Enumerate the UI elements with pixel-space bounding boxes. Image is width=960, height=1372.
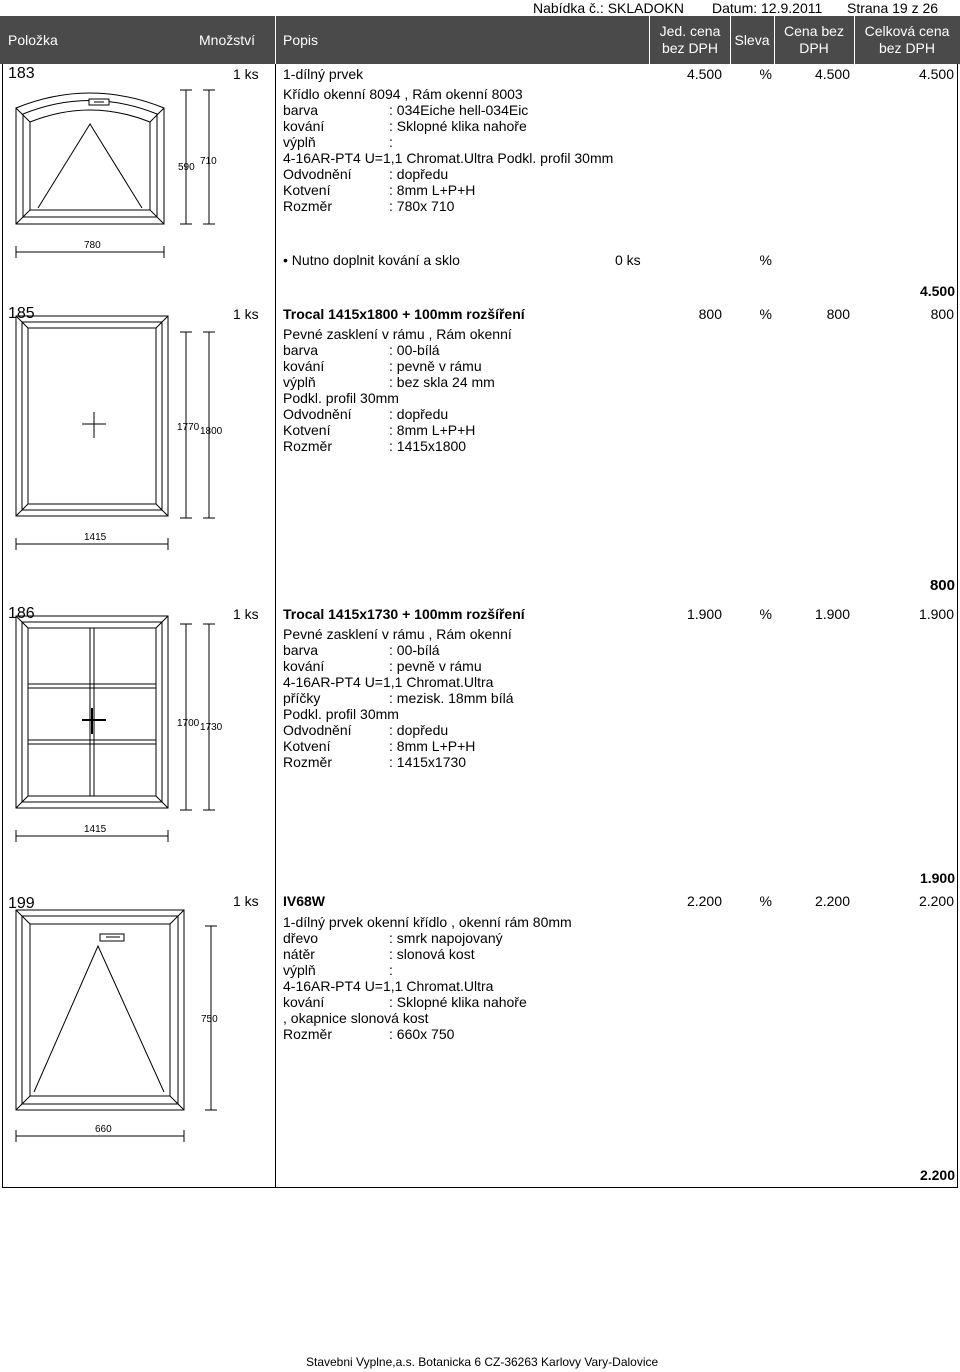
item-price: 800 [826, 306, 850, 322]
spec-value: : 034Eiche hell-034Eic [389, 102, 529, 118]
window-drawing-183 [0, 80, 240, 270]
spec-label: kování [283, 658, 325, 674]
header-cena-bez-line2: DPH [799, 40, 829, 56]
item-unit-price: 4.500 [686, 66, 722, 82]
item-total: 800 [930, 306, 954, 322]
dim-h1: 1700 [177, 718, 200, 729]
spec-label: Rozměr [283, 198, 333, 214]
item-title: 1-dílný prvek [283, 66, 364, 82]
header-celkova-line2: bez DPH [878, 40, 936, 56]
window-drawing-185 [0, 316, 240, 556]
spec-label: barva [283, 102, 319, 118]
spec-label: kování [283, 358, 325, 374]
spec-value: : [389, 962, 393, 978]
item-qty: 1 ks [233, 893, 259, 909]
offer-number: Nabídka č.: SKLADOKN [533, 0, 684, 16]
offer-date: Datum: 12.9.2011 [712, 0, 823, 16]
dim-h2: 1730 [200, 722, 223, 733]
spec-value: : [389, 134, 393, 150]
item-subtotal: 2.200 [919, 1167, 955, 1183]
item-price: 1.900 [814, 606, 850, 622]
spec-label: Rozměr [283, 754, 333, 770]
item-price: 4.500 [814, 66, 850, 82]
item-subtotal: 4.500 [919, 283, 955, 299]
dim-width: 660 [95, 1124, 112, 1135]
table-header [0, 16, 960, 64]
spec-label: Kotvení [283, 182, 331, 198]
spec-line: Křídlo okenní 8094 , Rám okenní 8003 [283, 86, 523, 102]
spec-label: barva [283, 342, 319, 358]
spec-label: Rozměr [283, 1026, 333, 1042]
header-popis: Popis [283, 32, 319, 48]
spec-label: Odvodnění [283, 722, 352, 738]
page-footer: Stavebni Vyplne,a.s. Botanicka 6 CZ-36263 Karlovy Vary-Dalovice [306, 1355, 659, 1369]
extra-note: • Nutno doplnit kování a sklo [283, 252, 460, 268]
spec-value: : smrk napojovaný [389, 930, 503, 946]
spec-value: : dopředu [389, 722, 449, 738]
spec-value: : 1415x1730 [389, 754, 467, 770]
spec-line: 4-16AR-PT4 U=1,1 Chromat.Ultra Podkl. profil 30mm [283, 150, 614, 166]
spec-value: : 8mm L+P+H [389, 422, 476, 438]
spec-label: Kotvení [283, 738, 331, 754]
item-discount: % [759, 66, 772, 82]
spec-label: Odvodnění [283, 406, 352, 422]
spec-value: : 780x 710 [389, 198, 455, 214]
item-total: 4.500 [918, 66, 954, 82]
spec-label: výplň [283, 134, 316, 150]
spec-value: : pevně v rámu [389, 658, 482, 674]
spec-label: Rozměr [283, 438, 333, 454]
spec-value: : Sklopné klika nahoře [389, 118, 527, 134]
item-title: Trocal 1415x1730 + 100mm rozšíření [283, 606, 525, 622]
spec-label: Kotvení [283, 422, 331, 438]
item-total: 2.200 [918, 893, 954, 909]
header-cena-bez-line1: Cena bez [784, 23, 844, 39]
header-jed-cena-line1: Jed. cena [659, 23, 721, 39]
item-unit-price: 1.900 [686, 606, 722, 622]
item-unit-price: 800 [698, 306, 722, 322]
spec-value: : bez skla 24 mm [389, 374, 495, 390]
spec-line: 1-dílný prvek okenní křídlo , okenní rám 80mm [283, 914, 572, 930]
window-drawing-186 [0, 616, 240, 846]
spec-line: 4-16AR-PT4 U=1,1 Chromat.Ultra [283, 674, 494, 690]
header-cena-bez [774, 23, 854, 57]
spec-label: dřevo [283, 930, 319, 946]
spec-value: : 660x 750 [389, 1026, 455, 1042]
spec-label: barva [283, 642, 319, 658]
spec-value: : 00-bílá [389, 642, 440, 658]
item-subtotal: 800 [929, 577, 955, 594]
spec-label: výplň [283, 374, 316, 390]
spec-line: Pevné zasklení v rámu , Rám okenní [283, 626, 512, 642]
spec-label: výplň [283, 962, 316, 978]
spec-label: příčky [283, 690, 321, 706]
spec-value: : dopředu [389, 406, 449, 422]
spec-label: nátěr [283, 946, 315, 962]
extra-qty: 0 ks [615, 252, 641, 268]
header-jed-cena-line2: bez DPH [661, 40, 719, 56]
item-qty: 1 ks [233, 606, 259, 622]
spec-value: : slonová kost [389, 946, 475, 962]
header-celkova-line1: Celková cena [864, 23, 950, 39]
item-id: 183 [8, 65, 35, 82]
dim-width: 1415 [84, 824, 107, 835]
spec-value: : mezisk. 18mm bílá [389, 690, 514, 706]
spec-label: kování [283, 118, 325, 134]
spec-value: : pevně v rámu [389, 358, 482, 374]
spec-value: : 8mm L+P+H [389, 738, 476, 754]
extra-discount: % [759, 252, 772, 268]
dim-width: 1415 [84, 532, 107, 543]
dim-h2: 750 [201, 1014, 218, 1025]
item-qty: 1 ks [233, 66, 259, 82]
header-jed-cena [650, 23, 730, 57]
dim-width: 780 [84, 240, 101, 251]
spec-value: : Sklopné klika nahoře [389, 994, 527, 1010]
spec-value: : 00-bílá [389, 342, 440, 358]
item-total: 1.900 [918, 606, 954, 622]
item-discount: % [759, 606, 772, 622]
spec-line: Pevné zasklení v rámu , Rám okenní [283, 326, 512, 342]
window-drawing-199 [0, 910, 240, 1150]
item-id: 199 [8, 895, 35, 912]
spec-label: kování [283, 994, 325, 1010]
dim-h2: 1800 [200, 426, 223, 437]
spec-value: : 8mm L+P+H [389, 182, 476, 198]
dim-h2: 710 [200, 156, 217, 167]
dim-h1: 1770 [177, 422, 200, 433]
item-price: 2.200 [814, 893, 850, 909]
spec-line: Podkl. profil 30mm [283, 390, 399, 406]
item-unit-price: 2.200 [686, 893, 722, 909]
spec-line: Podkl. profil 30mm [283, 706, 399, 722]
spec-line: , okapnice slonová kost [283, 1010, 429, 1026]
header-sleva: Sleva [734, 32, 770, 48]
header-celkova [854, 23, 960, 57]
spec-value: : 1415x1800 [389, 438, 467, 454]
header-mnozstvi: Množství [199, 32, 256, 48]
spec-value: : dopředu [389, 166, 449, 182]
item-id: 186 [8, 605, 35, 622]
item-title: IV68W [283, 893, 326, 909]
item-qty: 1 ks [233, 306, 259, 322]
spec-line: 4-16AR-PT4 U=1,1 Chromat.Ultra [283, 978, 494, 994]
item-subtotal: 1.900 [919, 870, 955, 886]
item-title: Trocal 1415x1800 + 100mm rozšíření [283, 306, 525, 322]
dim-h1: 590 [178, 162, 195, 173]
page-number: Strana 19 z 26 [847, 0, 939, 16]
header-polozka: Položka [8, 32, 58, 48]
spec-label: Odvodnění [283, 166, 352, 182]
item-discount: % [759, 306, 772, 322]
item-discount: % [759, 893, 772, 909]
item-id: 185 [8, 305, 35, 322]
extra-note-text: Nutno doplnit kování a sklo [291, 252, 460, 268]
